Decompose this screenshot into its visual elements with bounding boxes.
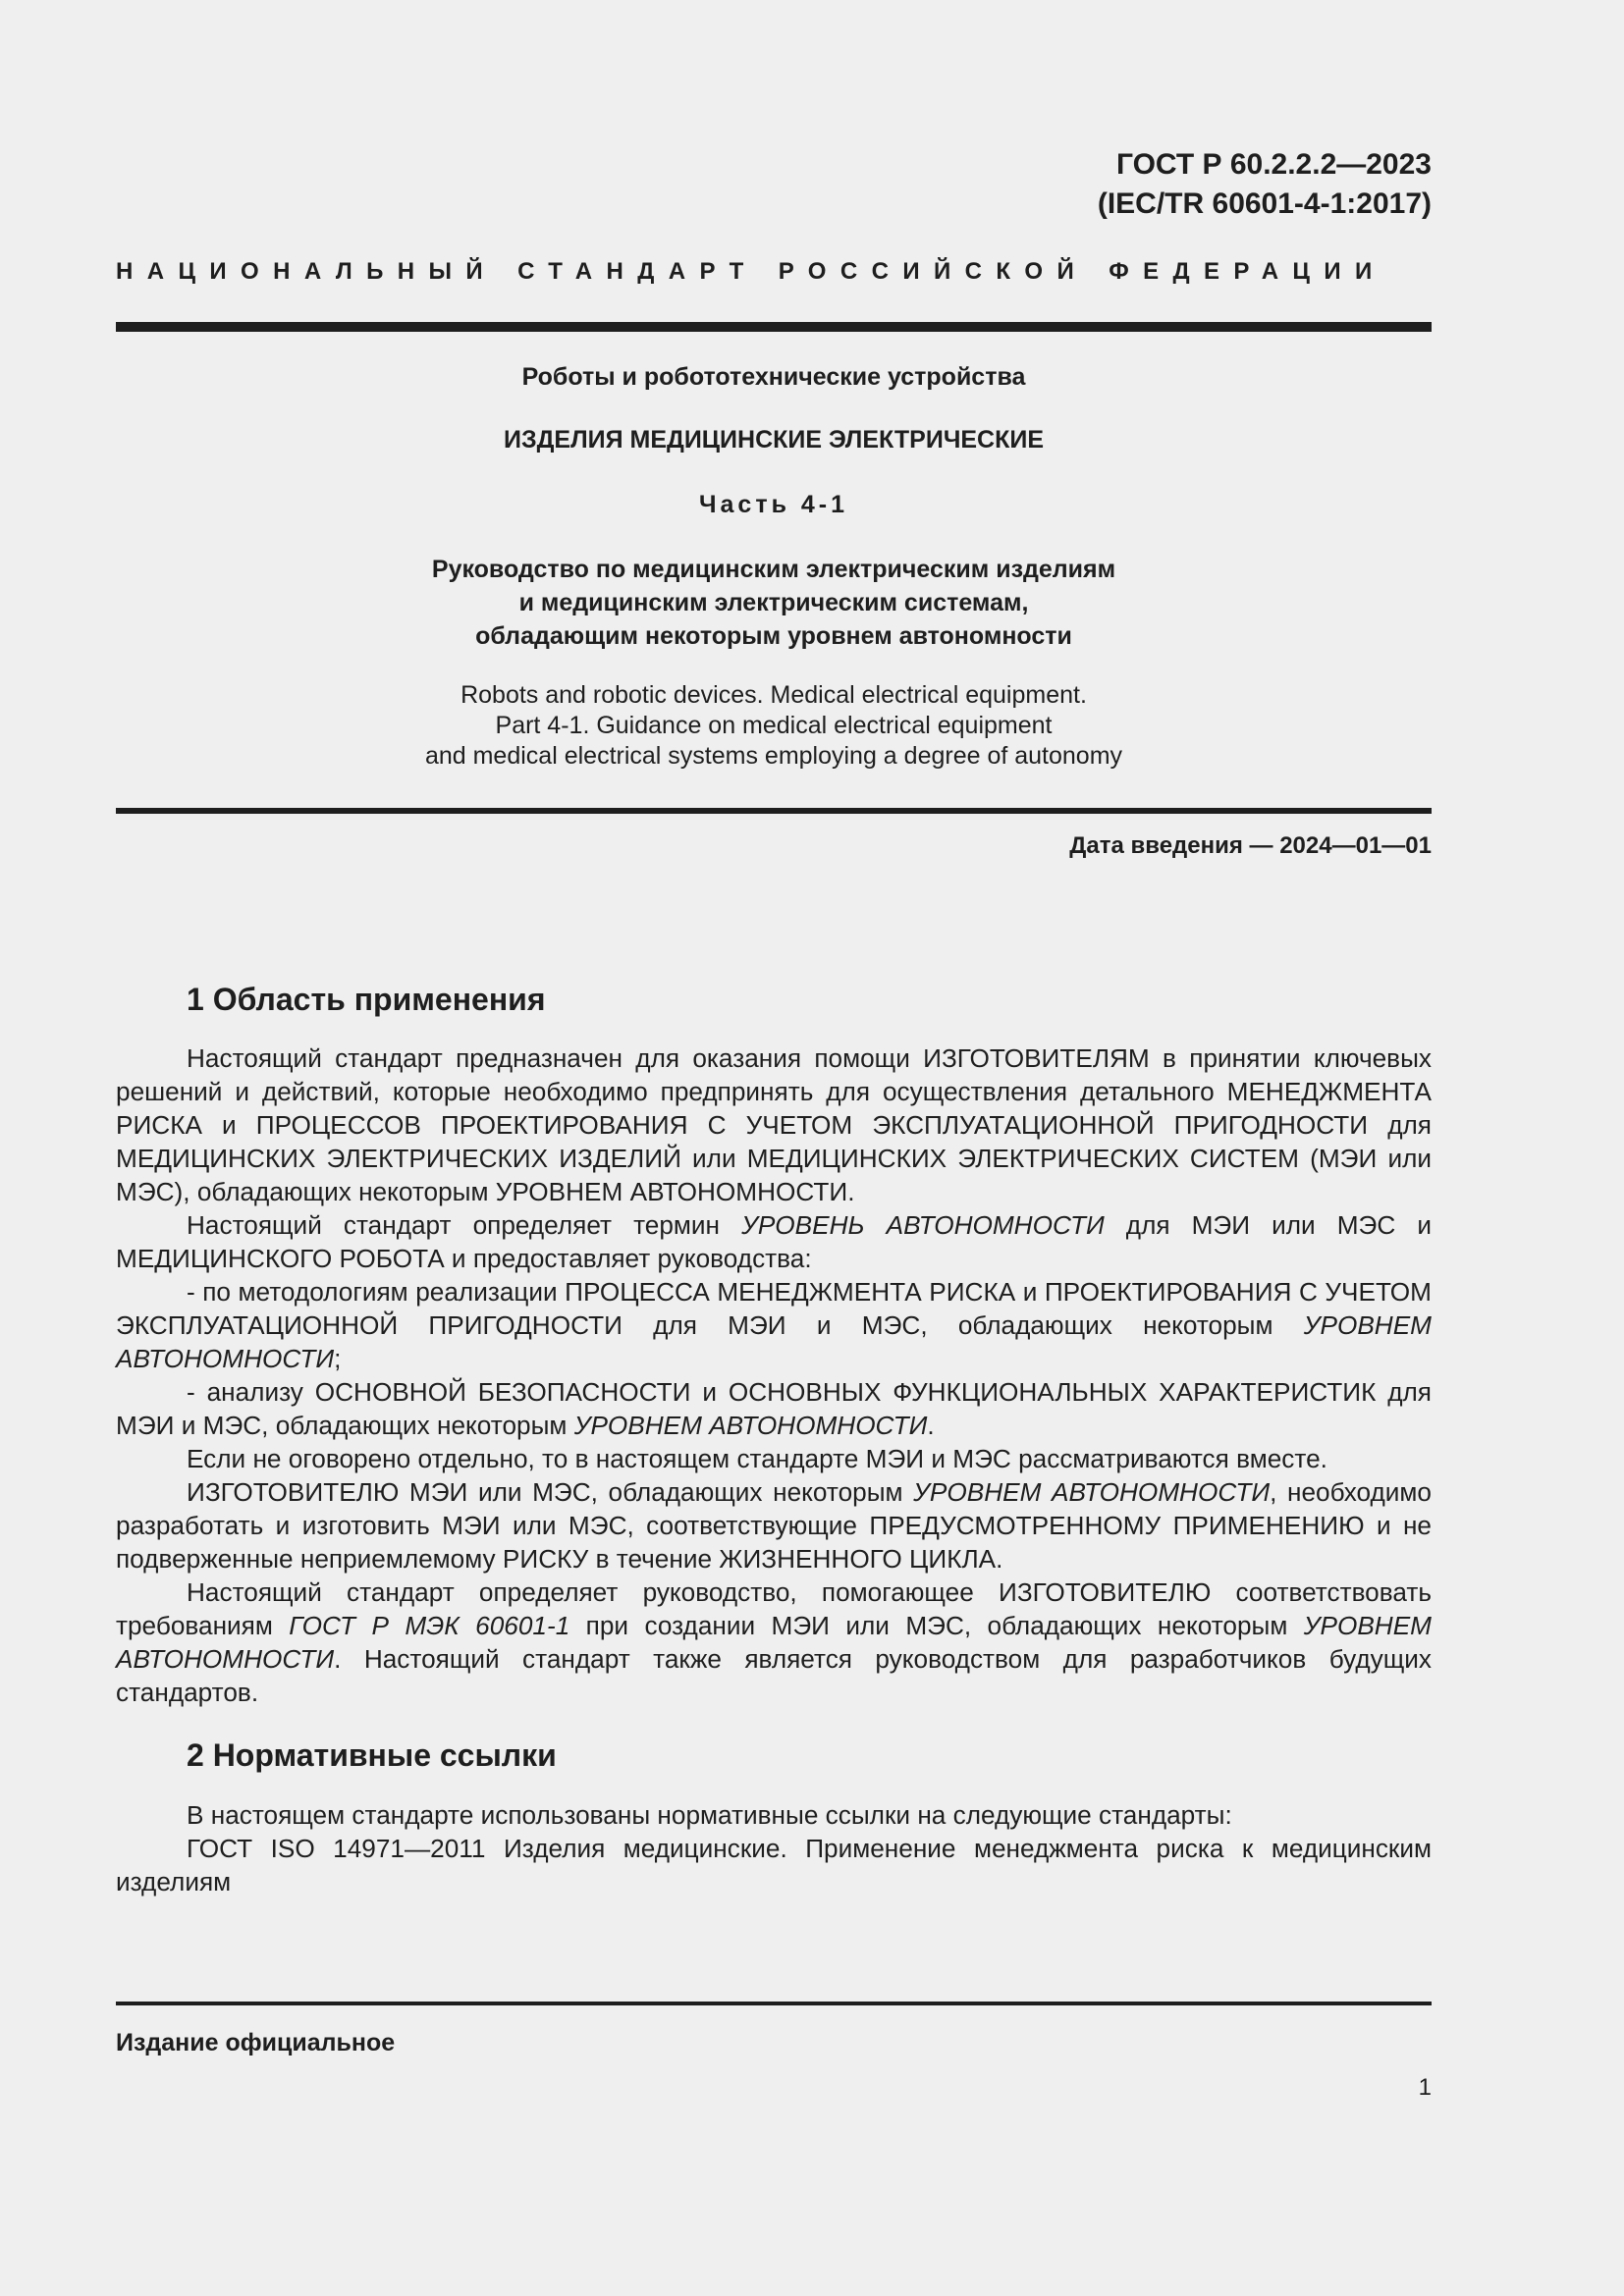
standard-code-line1: ГОСТ Р 60.2.2.2—2023 — [1115, 148, 1432, 181]
paragraph: Настоящий стандарт определяет термин УРОВЕНЬ АВТОНОМНОСТИ для МЭИ или МЭС и МЕДИЦИНСКОГО РОБОТА и предоставляет руководства: — [116, 1210, 1432, 1273]
title-group: Роботы и робототехнические устройства — [521, 363, 1026, 391]
official-edition-label: Издание официальное — [116, 2029, 396, 2056]
standard-code-line2: (IEC/TR 60601-4-1:2017) — [1097, 187, 1432, 220]
subtitle-line2: и медицинским электрическим системам, — [518, 589, 1029, 616]
title-subtitle — [116, 553, 1432, 653]
section-1-heading: 1 Область применения — [187, 982, 546, 1017]
section-2-body — [116, 1798, 1432, 1898]
subtitle-line1: Руководство по медицинским электрическим изделиям — [431, 556, 1116, 583]
section-2-heading: 2 Нормативные ссылки — [187, 1737, 557, 1773]
paragraph: Настоящий стандарт определяет руководство, помогающее ИЗГОТОВИТЕЛЮ соответствовать требованиям ГОСТ Р МЭК 60601-1 при создании МЭИ или МЭС, обладающих некоторым УРОВНЕМ АВТОНОМНОСТИ. Настоящий стандарт также является руководством для разработчиков будущих стандартов. — [116, 1577, 1432, 1707]
title-part: Часть 4-1 — [698, 491, 849, 518]
header-divider — [116, 322, 1432, 332]
paragraph: Настоящий стандарт предназначен для оказания помощи ИЗГОТОВИТЕЛЯМ в принятии ключевых решений и действий, которые необходимо предпринять для осуществления детального МЕНЕДЖМЕНТА РИСКА и ПРОЦЕССОВ ПРОЕКТИРОВАНИЯ С УЧЕТОМ ЭКСПЛУАТАЦИОННОЙ ПРИГОДНОСТИ для МЕДИЦИНСКИХ ЭЛЕКТРИЧЕСКИХ ИЗДЕЛИЙ или МЕДИЦИНСКИХ ЭЛЕКТРИЧЕСКИХ СИСТЕМ (МЭИ или МЭС), обладающих некоторым УРОВНЕМ АВТОНОМНОСТИ. — [116, 1043, 1432, 1206]
title-english — [116, 680, 1432, 772]
list-item: - анализу ОСНОВНОЙ БЕЗОПАСНОСТИ и ОСНОВНЫХ ФУНКЦИОНАЛЬНЫХ ХАРАКТЕРИСТИК для МЭИ и МЭС, обладающих некоторым УРОВНЕМ АВТОНОМНОСТИ. — [116, 1377, 1432, 1440]
list-item: - по методологиям реализации ПРОЦЕССА МЕНЕДЖМЕНТА РИСКА и ПРОЕКТИРОВАНИЯ С УЧЕТОМ ЭКСПЛУАТАЦИОННОЙ ПРИГОДНОСТИ для МЭИ и МЭС, обладающих некоторым УРОВНЕМ АВТОНОМНОСТИ; — [116, 1277, 1432, 1373]
standard-code — [1098, 145, 1432, 224]
english-line3: and medical electrical systems employing a degree of autonomy — [424, 742, 1123, 770]
title-divider — [116, 808, 1432, 814]
paragraph: Если не оговорено отдельно, то в настоящем стандарте МЭИ и МЭС рассматриваются вместе. — [187, 1444, 1327, 1473]
footer-divider — [116, 2002, 1432, 2005]
title-main: ИЗДЕЛИЯ МЕДИЦИНСКИЕ ЭЛЕКТРИЧЕСКИЕ — [503, 426, 1045, 454]
paragraph: В настоящем стандарте использованы нормативные ссылки на следующие стандарты: — [187, 1800, 1232, 1830]
reference-item: ГОСТ ISO 14971—2011 Изделия медицинские. Применение менеджмента риска к медицинским изделиям — [116, 1834, 1432, 1896]
page-number: 1 — [1418, 2074, 1432, 2101]
national-standard-banner: НАЦИОНАЛЬНЫЙ СТАНДАРТ РОССИЙСКОЙ ФЕДЕРАЦИИ — [116, 258, 1386, 285]
english-line1: Robots and robotic devices. Medical electrical equipment. — [460, 681, 1087, 709]
english-line2: Part 4-1. Guidance on medical electrical equipment — [495, 712, 1053, 739]
section-1-body — [116, 1041, 1432, 1709]
subtitle-line3: обладающим некоторым уровнем автономности — [475, 622, 1072, 650]
paragraph: ИЗГОТОВИТЕЛЮ МЭИ или МЭС, обладающих некоторым УРОВНЕМ АВТОНОМНОСТИ, необходимо разработать и изготовить МЭИ или МЭС, соответствующие ПРЕДУСМОТРЕННОМУ ПРИМЕНЕНИЮ и не подверженные неприемлемому РИСКУ в течение ЖИЗНЕННОГО ЦИКЛА. — [116, 1477, 1432, 1574]
introduction-date: Дата введения — 2024—01—01 — [1069, 832, 1432, 859]
